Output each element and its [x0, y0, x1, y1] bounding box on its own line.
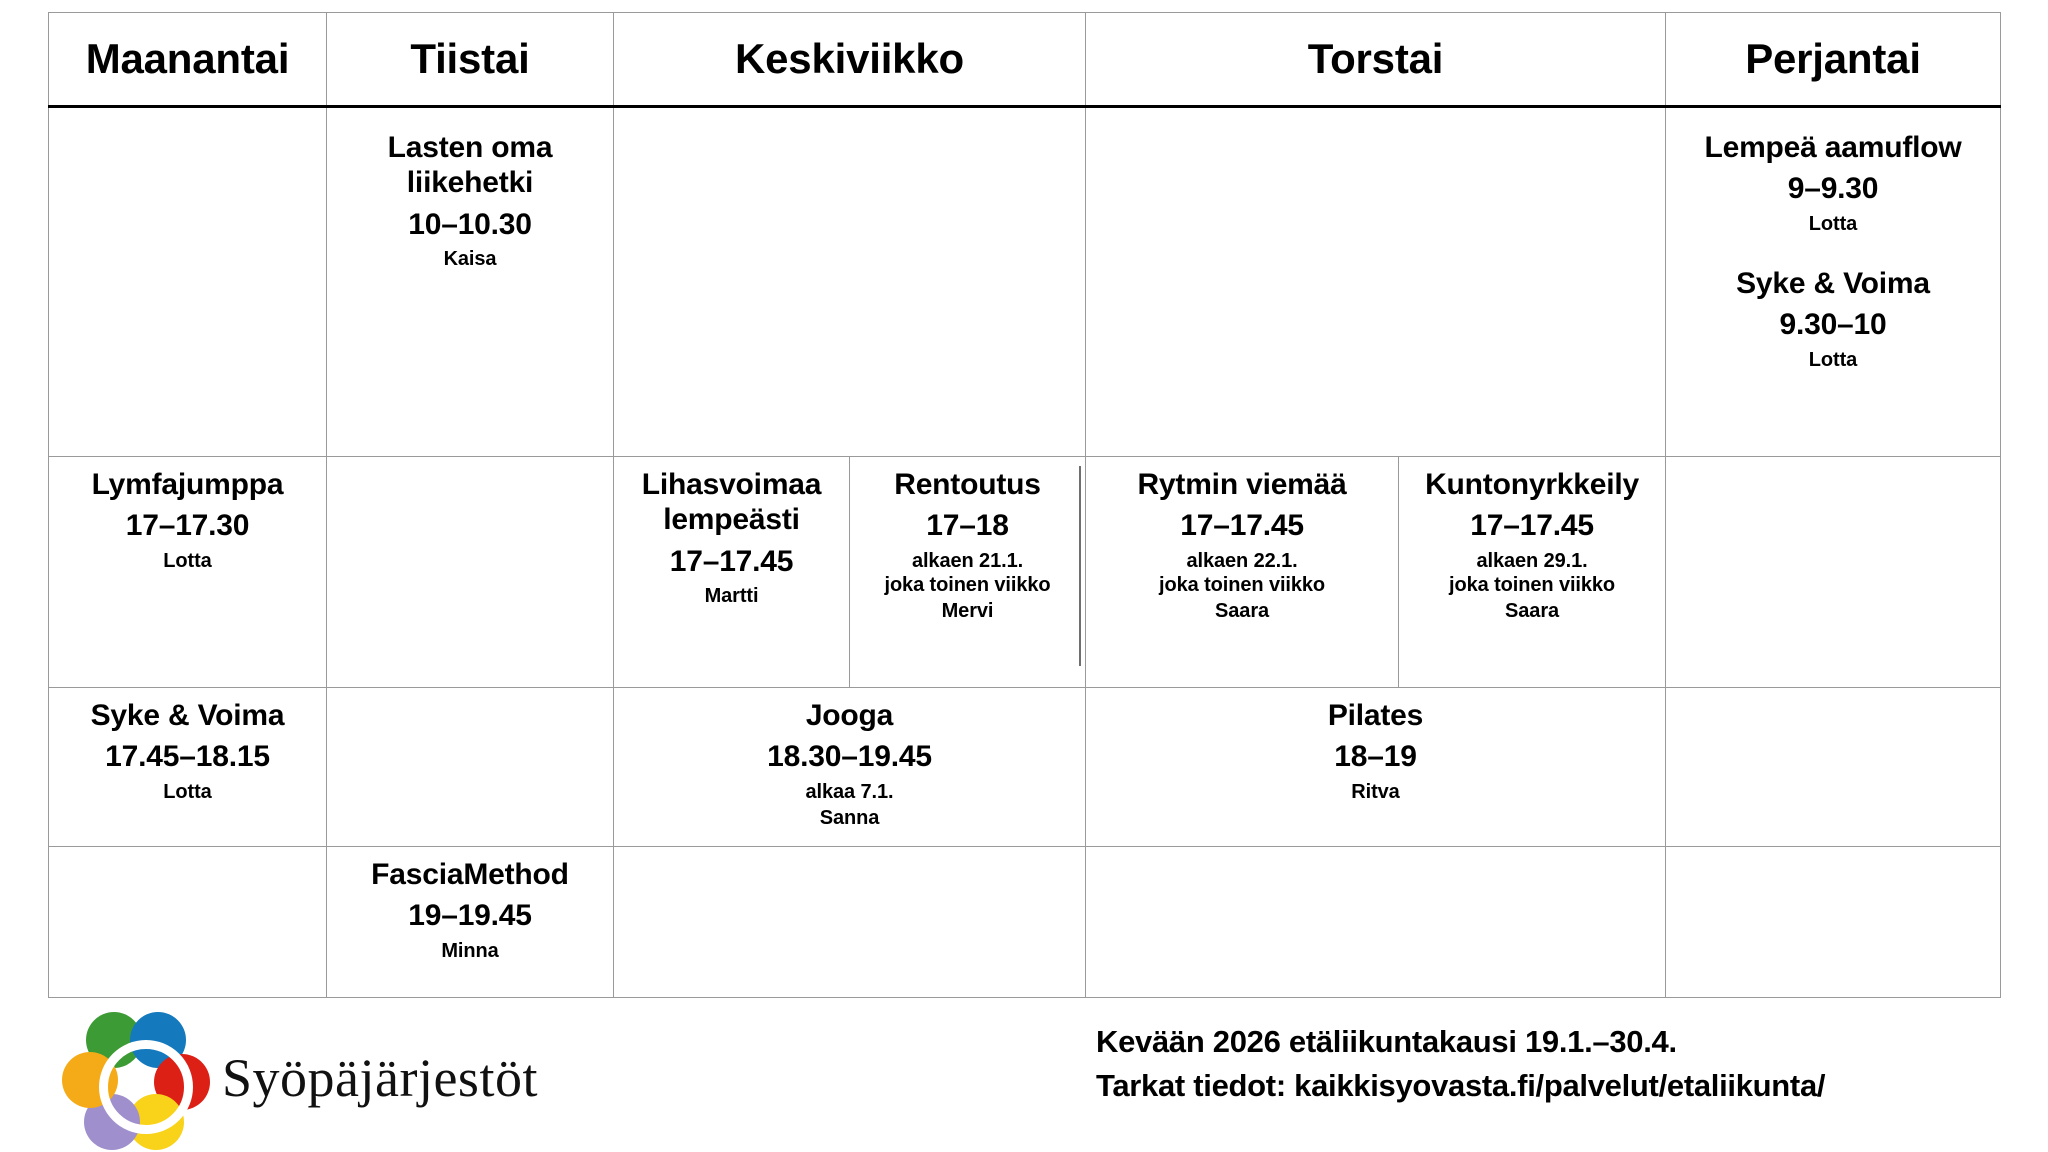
schedule-event — [57, 698, 318, 804]
schedule-event — [1094, 698, 1657, 804]
logo-wordmark: Syöpäjärjestöt — [222, 1048, 538, 1108]
schedule-event — [1407, 467, 1657, 623]
event-list — [49, 457, 326, 585]
schedule-event — [57, 467, 318, 573]
event-list — [1666, 847, 2000, 869]
event-time: 17.45–18.15 — [105, 740, 270, 774]
event-note: alkaen 21.1. joka toinen viikko — [884, 549, 1051, 596]
cell-thu-r2 — [1086, 457, 1666, 688]
column-header-label: Maanantai — [85, 35, 290, 82]
event-instructor: Sanna — [819, 806, 880, 829]
footer-details-line: Tarkat tiedot: kaikkisyovasta.fi/palvelut/etaliikunta/ — [1096, 1068, 1826, 1104]
schedule-event — [1674, 266, 1992, 372]
column-header-label: Perjantai — [1745, 35, 1921, 82]
cell-tue-r3[interactable] — [327, 688, 614, 847]
cell-thu-r3[interactable] — [1086, 688, 1666, 847]
schedule-event — [622, 467, 841, 608]
cell-mon-r2[interactable] — [49, 457, 327, 688]
event-list — [1666, 457, 2000, 479]
event-list — [614, 688, 1085, 842]
event-time: 19–19.45 — [408, 899, 532, 933]
footer-season-line: Kevään 2026 etäliikuntakausi 19.1.–30.4. — [1096, 1024, 1677, 1059]
event-note: alkaa 7.1. — [805, 780, 894, 803]
event-instructor: Minna — [441, 939, 499, 962]
organisation-logo — [62, 1008, 538, 1148]
cell-wed-r1[interactable] — [614, 107, 1086, 457]
event-list — [1086, 688, 1665, 816]
event-instructor: Lotta — [163, 780, 212, 803]
cell-wed-r2-b[interactable] — [850, 457, 1086, 687]
cell-fri-r2[interactable] — [1666, 457, 2001, 688]
event-time: 9.30–10 — [1779, 308, 1887, 342]
table-row — [49, 107, 2001, 457]
table-row — [49, 457, 2001, 688]
event-list — [327, 457, 613, 479]
event-instructor: Kaisa — [443, 248, 497, 271]
schedule-event — [335, 130, 605, 271]
event-list — [1399, 457, 1665, 635]
syopajarjestot-logo-icon — [62, 1008, 212, 1148]
event-title: Syke & Voima — [90, 699, 285, 732]
event-time: 17–17.45 — [1470, 509, 1594, 543]
split-cell — [1086, 457, 1665, 687]
weekly-schedule-table — [48, 12, 2001, 998]
cell-mon-r3[interactable] — [49, 688, 327, 847]
column-divider-line — [1079, 466, 1081, 666]
cell-wed-r4[interactable] — [614, 847, 1086, 998]
event-list — [850, 457, 1085, 635]
cell-wed-r2 — [614, 457, 1086, 688]
event-list — [614, 457, 849, 620]
cell-mon-r1[interactable] — [49, 107, 327, 457]
event-time: 17–17.30 — [125, 509, 250, 543]
cell-tue-r1[interactable] — [327, 107, 614, 457]
schedule-event — [1094, 467, 1390, 623]
event-title: Lymfajumppa — [91, 468, 284, 501]
cell-tue-r4[interactable] — [327, 847, 614, 998]
column-header-tiistai — [327, 13, 614, 107]
event-time: 18–19 — [1334, 740, 1417, 774]
cell-fri-r1[interactable] — [1666, 107, 2001, 457]
event-instructor: Saara — [1215, 599, 1270, 622]
schedule-event — [1674, 130, 1992, 236]
column-header-label: Torstai — [1307, 35, 1444, 82]
event-list — [1086, 457, 1398, 635]
schedule-event — [622, 698, 1077, 830]
event-list — [614, 847, 1085, 869]
event-title: Pilates — [1327, 699, 1424, 732]
cell-tue-r2[interactable] — [327, 457, 614, 688]
table-row — [49, 847, 2001, 998]
event-title: Lasten oma liikehetki — [387, 131, 553, 200]
cell-fri-r3[interactable] — [1666, 688, 2001, 847]
cell-fri-r4[interactable] — [1666, 847, 2001, 998]
event-list — [1086, 108, 1665, 142]
event-instructor: Mervi — [941, 599, 994, 622]
event-title: Kuntonyrkkeily — [1425, 468, 1640, 501]
event-list — [49, 688, 326, 816]
event-instructor: Lotta — [1808, 348, 1858, 371]
event-time: 9–9.30 — [1787, 172, 1879, 206]
event-instructor: Ritva — [1351, 780, 1400, 803]
column-header-label: Keskiviikko — [735, 35, 964, 82]
event-time: 17–18 — [926, 509, 1009, 543]
event-title: Rytmin viemää — [1137, 468, 1347, 501]
column-header-keskiviikko — [614, 13, 1086, 107]
poster-footer — [0, 1002, 2048, 1152]
column-header-torstai — [1086, 13, 1666, 107]
event-instructor: Martti — [704, 585, 759, 608]
cell-wed-r2-a[interactable] — [614, 457, 850, 687]
event-instructor: Lotta — [163, 549, 212, 572]
schedule-event — [858, 467, 1077, 623]
event-title: Syke & Voima — [1736, 266, 1930, 300]
event-time: 18.30–19.45 — [767, 740, 932, 774]
event-title: Rentoutus — [894, 468, 1041, 501]
footer-info — [1096, 1020, 1825, 1108]
cell-mon-r4[interactable] — [49, 847, 327, 998]
table-header-row — [49, 13, 2001, 107]
cell-thu-r2-a[interactable] — [1086, 457, 1399, 687]
column-header-label: Tiistai — [410, 35, 530, 82]
event-time: 17–17.45 — [669, 544, 794, 578]
event-list — [49, 108, 326, 142]
event-title: Lihasvoimaa lempeästi — [641, 468, 822, 537]
cell-wed-r3[interactable] — [614, 688, 1086, 847]
event-list — [1666, 688, 2000, 710]
event-title: FasciaMethod — [371, 858, 569, 891]
event-list — [327, 108, 613, 283]
event-list — [49, 847, 326, 869]
event-list — [327, 688, 613, 710]
table-row — [49, 688, 2001, 847]
cell-thu-r2-b[interactable] — [1399, 457, 1665, 687]
event-list — [1086, 847, 1665, 869]
split-cell — [614, 457, 1085, 687]
logo-ring — [99, 1040, 193, 1134]
event-instructor: Saara — [1505, 599, 1560, 622]
event-title: Jooga — [805, 699, 894, 732]
event-note: alkaen 29.1. joka toinen viikko — [1449, 549, 1616, 596]
cell-thu-r1[interactable] — [1086, 107, 1666, 457]
event-note: alkaen 22.1. joka toinen viikko — [1159, 549, 1326, 596]
event-list — [327, 847, 613, 975]
column-header-maanantai — [49, 13, 327, 107]
event-time: 17–17.45 — [1180, 509, 1304, 543]
schedule-event — [335, 857, 605, 963]
column-header-perjantai — [1666, 13, 2001, 107]
cell-thu-r4[interactable] — [1086, 847, 1666, 998]
event-title: Lempeä aamuflow — [1704, 131, 1962, 164]
event-instructor: Lotta — [1808, 212, 1858, 235]
event-list — [1666, 108, 2000, 384]
event-time: 10–10.30 — [408, 207, 532, 241]
event-list — [614, 108, 1085, 142]
